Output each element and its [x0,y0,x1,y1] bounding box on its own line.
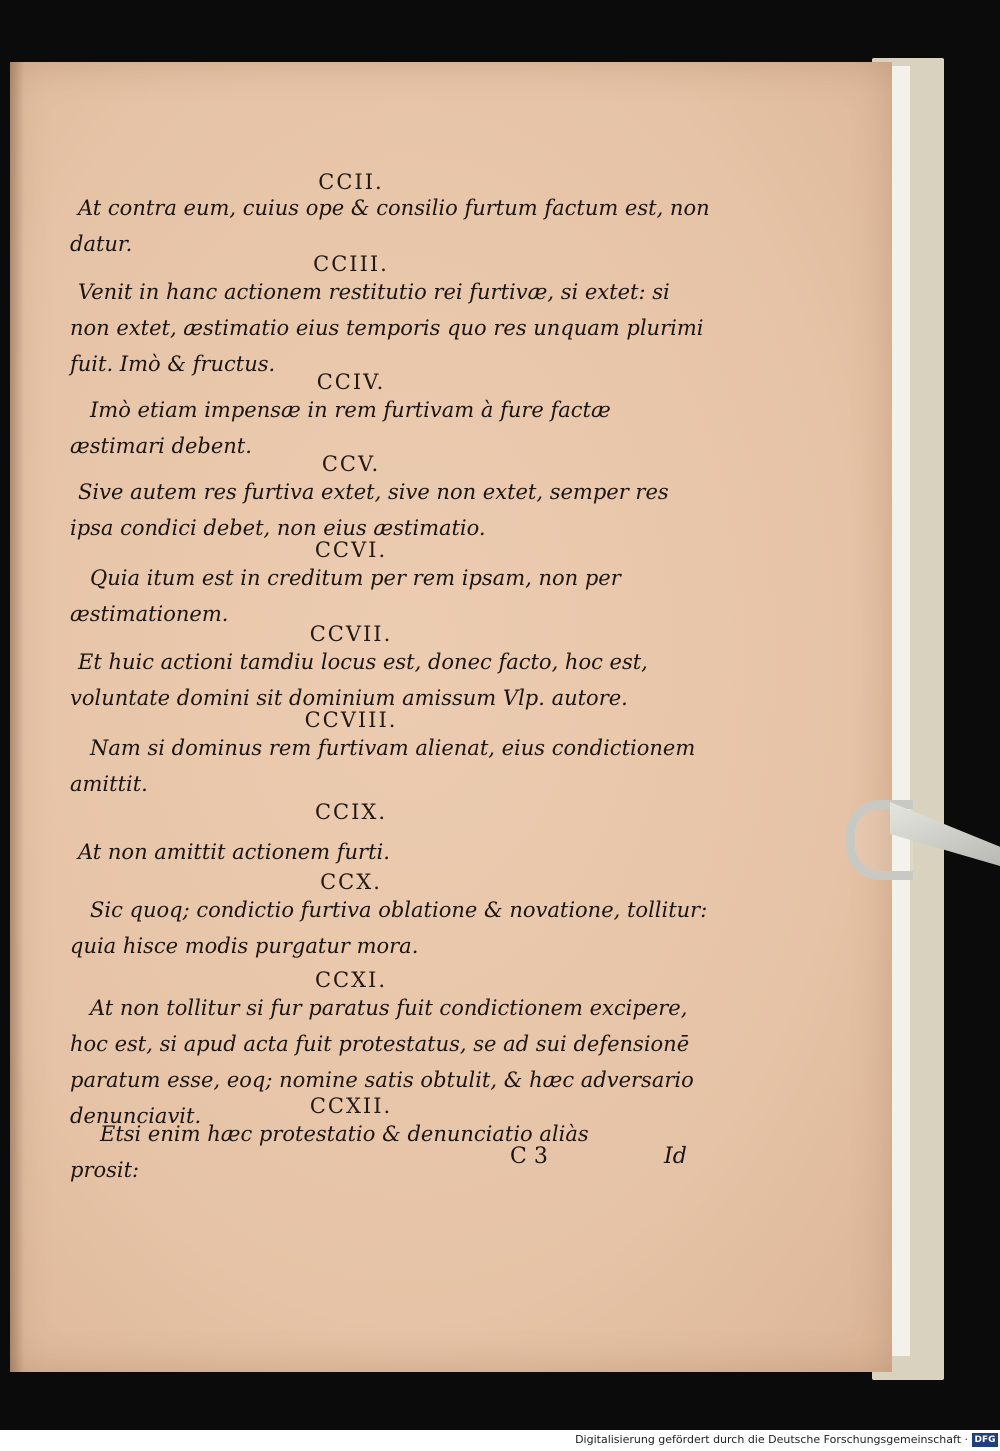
section-text: Imò etiam impensæ in rem furtivam à fure factæ æstimari debent. [70,398,611,458]
catchword: Id [664,1144,687,1169]
section-text: Et huic actioni tamdiu locus est, donec facto, hoc est, voluntate domini sit dominium amissum Vlp. autore. [70,650,648,710]
footer-credit: Digitalisierung gefördert durch die Deutsche Forschungsgemeinschaft · [575,1433,968,1446]
section-numeral: CCVI. [314,538,388,562]
section-text: At non amittit actionem furti. [78,840,390,864]
section-text: Etsi enim hæc protestatio & denunciatio aliàs prosit: [70,1122,589,1182]
section-text: Venit in hanc actionem restitutio rei furtivæ, si extet: si non extet, æstimatio eius temporis quo res unquam plurimi fuit. Imò & fructus. [70,280,704,376]
section-text: Nam si dominus rem furtivam alienat, eius condictionem amittit. [70,736,696,796]
section-text: Quia itum est in creditum per rem ipsam, non per æstimationem. [70,566,621,626]
section-text: Sic quoq; condictio furtiva oblatione & novatione, tollitur: quia hisce modis purgatur mora. [70,898,708,958]
book-page [10,62,892,1372]
section-numeral: CCIX. [314,800,388,824]
section-text: At contra eum, cuius ope & consilio furtum factum est, non datur. [70,196,710,256]
paper-clip [846,800,996,870]
footer-bar [0,1430,1000,1451]
section-numeral: CCII. [318,170,384,194]
board-edge [892,66,910,1356]
section-text: Sive autem res furtiva extet, sive non extet, semper res ipsa condici debet, non eius æstimatio. [70,480,669,540]
section-numeral: CCIV. [316,370,386,394]
section-numeral: CCX. [320,870,382,894]
section-numeral: CCXII. [309,1094,393,1118]
section-numeral: CCIII. [313,252,389,276]
page-text [10,62,892,1372]
dfg-logo: DFG [972,1433,998,1447]
section-numeral: CCXI. [314,968,388,992]
section-numeral: CCV. [321,452,381,476]
section-numeral: CCVIII. [304,708,398,732]
section-text: At non tollitur si fur paratus fuit condictionem excipere, hoc est, si apud acta fuit protestatus, se ad sui defensionē paratum esse, eoq; nomine satis obtulit, & hæc adversario denunciavit. [70,996,694,1128]
signature-mark: C 3 [510,1144,548,1169]
section-numeral: CCVII. [309,622,393,646]
